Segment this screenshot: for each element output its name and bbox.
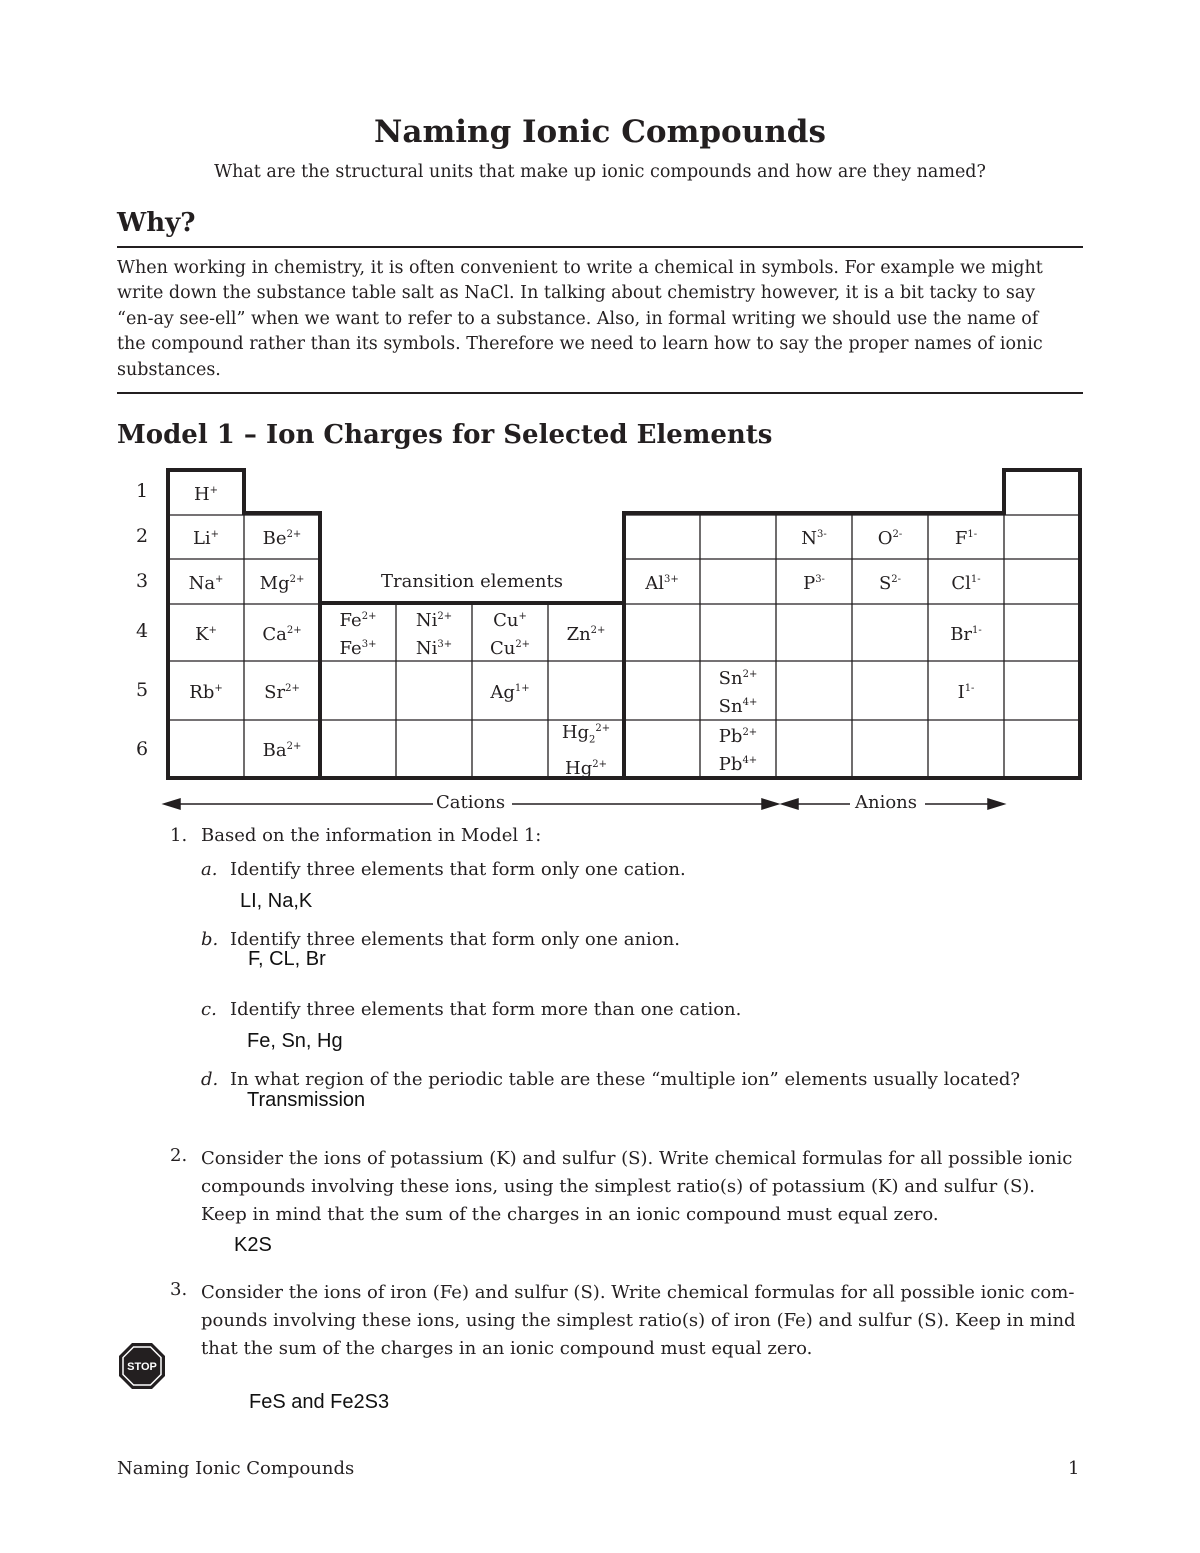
q3-line: pounds involving these ions, using the simplest ratio(s) of iron (Fe) and sulfur (S). Keep in mind [201, 1310, 1076, 1331]
why-line: the compound rather than its symbols. Therefore we need to learn how to say the proper names of ionic [117, 334, 1043, 355]
q1b-answer[interactable]: F, CL, Br [248, 948, 326, 970]
q1d-answer[interactable]: Transmission [247, 1089, 366, 1111]
q1-text: Based on the information in Model 1: [201, 825, 542, 846]
ion-symbol: O [877, 528, 893, 549]
ion-charge: 2+ [595, 723, 611, 735]
ion-cell-ni [396, 604, 472, 661]
ion-cell-k [168, 604, 244, 661]
q1d-letter: d. [201, 1069, 219, 1090]
ion-cell-al [624, 559, 700, 604]
ion-charge: + [518, 610, 527, 622]
ion-charge: 3+ [361, 638, 377, 650]
ion-symbol: Li [192, 528, 211, 549]
why-line: write down the substance table salt as NaCl. In talking about chemistry however, it is a bit tacky to say [117, 283, 1036, 304]
ion-charge: 2+ [289, 573, 305, 585]
ion-cell-f [928, 515, 1004, 559]
ion-symbol: S [878, 572, 892, 594]
arrow-left-icon [164, 799, 180, 809]
ion-charge: + [214, 682, 223, 694]
ion-cell-ba [244, 720, 320, 778]
q2-number: 2. [170, 1145, 188, 1166]
ion-cell-br [928, 604, 1004, 661]
ion-cell-n [776, 515, 852, 559]
ion-symbol: P [803, 572, 816, 594]
ion-subscript: 2 [589, 734, 596, 746]
ion-symbol: Zn [566, 623, 591, 645]
ion-charge: 2- [892, 529, 903, 540]
row-label-6: 6 [135, 738, 149, 760]
ion-cell-i [928, 661, 1004, 720]
q3-number: 3. [170, 1279, 188, 1300]
ion-symbol: Ni [415, 609, 438, 631]
ion-charge: 3+ [664, 573, 679, 585]
arrow-right-icon [762, 799, 778, 809]
why-line: When working in chemistry, it is often convenient to write a chemical in symbols. For example we might [117, 258, 1043, 278]
q3-line: Consider the ions of iron (Fe) and sulfur (S). Write chemical formulas for all possible ionic com- [201, 1282, 1075, 1303]
ion-symbol: Ag [490, 681, 515, 703]
ion-charge: 4+ [742, 696, 758, 708]
ion-cell-zn [548, 604, 624, 661]
ion-symbol: Rb [189, 681, 215, 703]
ion-cell-ag [472, 661, 548, 720]
ion-cell-o [852, 515, 928, 559]
ion-charge: 3+ [437, 638, 453, 650]
ion-charge: 2+ [742, 668, 758, 680]
ion-cell-sr [244, 661, 320, 720]
q1c-letter: c. [201, 999, 217, 1020]
ion-charge: 4+ [742, 755, 758, 766]
row-label-3: 3 [135, 570, 149, 592]
ion-charge: 1+ [514, 682, 530, 694]
ion-charge: 3- [817, 529, 827, 540]
ion-symbol: Sr [264, 681, 286, 703]
stop-sign-label: STOP [127, 1361, 157, 1373]
ion-symbol: Cu [489, 637, 516, 659]
ion-cell-sn [700, 661, 776, 720]
ion-symbol: K [195, 623, 209, 645]
ion-cell-p [776, 559, 852, 604]
ion-symbol: N [801, 528, 817, 549]
why-line: “en-ay see-ell” when we want to refer to a substance. Also, in formal writing we should use the name of [117, 308, 1039, 329]
ion-symbol: Na [188, 572, 216, 594]
ion-charge: 2- [891, 573, 902, 585]
ion-symbol: I [957, 681, 965, 703]
ion-symbol: Pb [718, 754, 743, 775]
ion-symbol: Cu [493, 609, 519, 631]
ion-charge: 2+ [286, 624, 302, 636]
ion-charge: + [209, 484, 219, 496]
ion-charge: + [215, 573, 224, 585]
row-label-2: 2 [135, 525, 149, 547]
q1-number: 1. [170, 825, 188, 846]
q2-line: Consider the ions of potassium (K) and sulfur (S). Write chemical formulas for all possible ionic [201, 1148, 1073, 1169]
ion-cell-h [168, 470, 244, 515]
ion-symbol: Al [645, 572, 664, 594]
page-subtitle: What are the structural units that make up ionic compounds and how are they named? [214, 162, 986, 182]
ion-cell-hg [548, 720, 624, 778]
ion-cell-fe [320, 604, 396, 661]
ion-charge: 2+ [286, 741, 302, 752]
row-label-4: 4 [135, 620, 149, 642]
ion-charge: 1- [970, 573, 981, 585]
row-label-1: 1 [135, 480, 149, 502]
ion-charge: 2+ [742, 727, 758, 738]
ion-cell-mg [244, 559, 320, 604]
q1b-letter: b. [201, 929, 219, 950]
ion-cell-be [244, 515, 320, 559]
stop-sign-icon [118, 1342, 166, 1390]
ion-symbol: Mg [259, 572, 290, 594]
ion-charge: 1- [967, 529, 978, 540]
q1c-answer[interactable]: Fe, Sn, Hg [247, 1030, 343, 1052]
ion-cell-s [852, 559, 928, 604]
ion-symbol: H [193, 483, 210, 505]
ion-cell-cl [928, 559, 1004, 604]
q2-answer[interactable]: K2S [234, 1234, 272, 1256]
ion-charge: + [208, 624, 217, 636]
ion-cell-rb [168, 661, 244, 720]
page-title: Naming Ionic Compounds [374, 114, 826, 150]
ion-symbol: Hg [565, 757, 593, 779]
why-line: substances. [117, 359, 221, 380]
ion-symbol: Cl [951, 572, 971, 594]
ion-symbol: Ba [262, 740, 287, 761]
ion-charge: 2+ [515, 638, 531, 650]
q2-line: compounds involving these ions, using the simplest ratio(s) of potassium (K) and sulfur (S). [201, 1176, 1036, 1197]
transition-label-text: Transition elements [381, 570, 563, 592]
ion-symbol: Be [262, 528, 287, 549]
ion-symbol: Pb [718, 726, 743, 747]
q1a-text: Identify three elements that form only one cation. [230, 859, 686, 880]
q3-answer[interactable]: FeS and Fe2S3 [249, 1391, 390, 1413]
q1a-letter: a. [201, 859, 218, 880]
q1b-text: Identify three elements that form only one anion. [230, 929, 680, 950]
ion-symbol: Br [950, 623, 973, 645]
q1a-answer[interactable]: LI, Na,K [240, 890, 313, 912]
arrow-left-icon [782, 799, 798, 809]
ion-cell-pb [700, 720, 776, 778]
q2-text [201, 1145, 1072, 1229]
arrow-right-icon [988, 799, 1004, 809]
ion-cell-li [168, 515, 244, 559]
anions-label: Anions [855, 792, 918, 813]
why-heading: Why? [117, 208, 196, 238]
ion-symbol: Fe [339, 637, 362, 659]
transition-elements-label [320, 559, 624, 604]
ion-symbol: Ni [415, 637, 438, 659]
ion-charge: 2+ [590, 624, 606, 636]
ion-symbol: F [954, 528, 968, 549]
ion-symbol: Sn [718, 695, 743, 717]
ion-charge: 1- [964, 682, 975, 694]
ion-charge: + [210, 529, 220, 540]
ion-charge: 2+ [592, 758, 607, 770]
ion-symbol: Fe [339, 609, 362, 631]
page-number: 1 [1068, 1458, 1080, 1479]
ion-symbol: Sn [718, 667, 743, 689]
ion-charge: 2+ [437, 610, 453, 622]
ion-charge: 2+ [285, 682, 300, 694]
ion-cell-na [168, 559, 244, 604]
ion-charge: 3- [815, 573, 825, 585]
q3-line: that the sum of the charges in an ionic compound must equal zero. [201, 1338, 813, 1359]
q1c-text: Identify three elements that form more than one cation. [230, 999, 742, 1020]
ion-charge: 2+ [361, 610, 377, 622]
ion-charge: 2+ [286, 529, 302, 540]
row-label-5: 5 [135, 679, 149, 701]
footer-title: Naming Ionic Compounds [117, 1458, 355, 1479]
ion-cell-cu [472, 604, 548, 661]
q3-text [201, 1279, 1076, 1363]
q2-line: Keep in mind that the sum of the charges in an ionic compound must equal zero. [201, 1204, 939, 1225]
cations-label: Cations [436, 792, 506, 813]
ion-charge: 1- [972, 624, 982, 636]
ion-cell-ca [244, 604, 320, 661]
ion-symbol: Ca [262, 623, 287, 645]
q1d-text: In what region of the periodic table are these “multiple ion” elements usually located? [230, 1069, 1021, 1090]
model-heading: Model 1 – Ion Charges for Selected Elements [117, 420, 773, 450]
ion-symbol: Hg [561, 722, 590, 744]
